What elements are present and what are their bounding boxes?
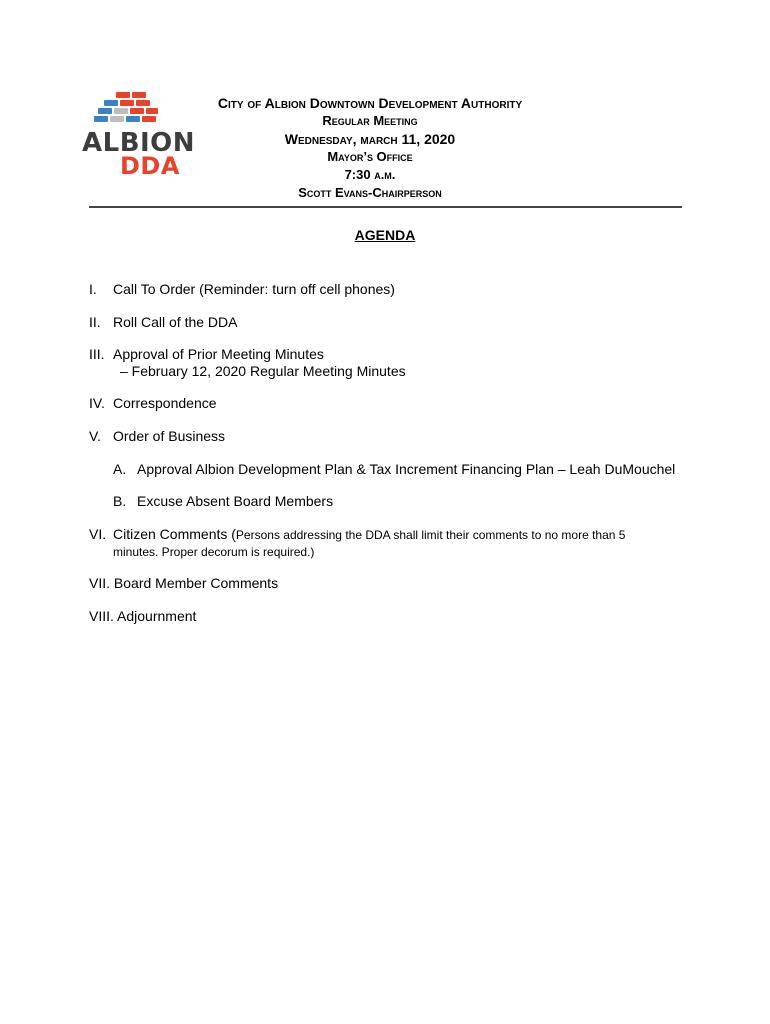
logo-dda: DDA (120, 152, 180, 180)
agenda-item: IV. Correspondence (89, 395, 217, 411)
agenda-item: II. Roll Call of the DDA (89, 314, 238, 330)
header-meeting-type: Regular Meeting (322, 113, 418, 128)
header-chairperson: Scott Evans-Chairperson (298, 185, 442, 200)
header-divider (89, 206, 682, 208)
agenda-title: AGENDA (354, 227, 416, 243)
header-organization: City of Albion Downtown Development Authority (217, 95, 523, 111)
agenda-item: V. Order of Business (89, 428, 226, 444)
logo-wordmark: ALBION (82, 128, 196, 158)
header-time: 7:30 a.m. (344, 167, 396, 182)
header-location: Mayor’s Office (327, 149, 413, 164)
agenda-item: III. Approval of Prior Meeting Minutes (89, 346, 324, 362)
agenda-item: VII. Board Member Comments (89, 575, 279, 591)
agenda-item: VI. Citizen Comments (Persons addressing the DDA shall limit their comments to no more than 5 (89, 526, 626, 542)
business-item: A. Approval Albion Development Plan & Tax Increment Financing Plan – Leah DuMouchel (113, 461, 676, 477)
agenda-item-note: minutes. Proper decorum is required.) (113, 545, 315, 559)
agenda-item: VIII. Adjournment (89, 608, 197, 624)
agenda-subitem: – February 12, 2020 Regular Meeting Minutes (120, 363, 406, 379)
brick-icon (94, 92, 164, 130)
header-date: Wednesday, march 11, 2020 (284, 131, 456, 147)
meeting-header (170, 94, 570, 202)
business-item: B. Excuse Absent Board Members (113, 493, 334, 509)
agenda-item: I. Call To Order (Reminder: turn off cell phones) (89, 281, 395, 297)
